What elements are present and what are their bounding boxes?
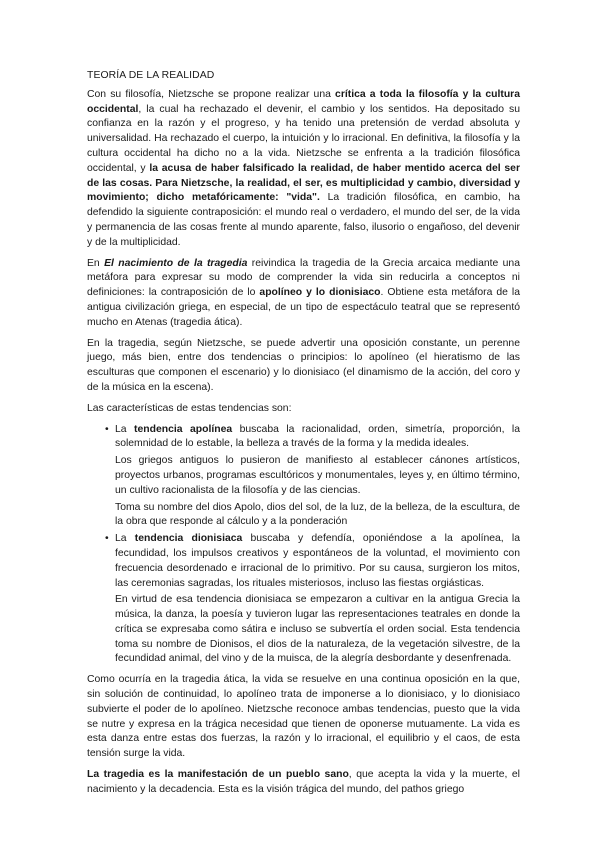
p1-text-c: , la cual ha rechazado el devenir, el cambio y los sentidos. Ha depositado su confianza en la razón y el progreso, y ha tenido una pretensión de verdad absoluta y universalidad. Ha rechazado el cuerpo, la intuición y lo irracional. En definitiva, la filosofía y la cultura occidental ha dicho no a la vida. Nietzsche se enfrenta a la tradición filosófica occidental, y: [87, 103, 520, 174]
paragraph-pueblo-sano: [87, 768, 520, 798]
tendencies-list: [87, 423, 520, 668]
p2-bold-d: apolíneo y lo dionisiaco: [259, 287, 381, 299]
paragraph-filosofia: [87, 88, 520, 251]
apolinea-bold: tendencia apolínea: [134, 423, 233, 435]
p1-bold-b: crítica a toda la filosofía y la cultura occidental: [87, 88, 520, 115]
apolinea-post: buscaba la racionalidad, orden, simetría, proporción, la solemnidad de lo estable, la belleza a través de la forma y la medida ideales.: [115, 423, 520, 450]
section-title: TEORÍA DE LA REALIDAD: [87, 70, 215, 81]
p6-rest: , que acepta la vida y la muerte, el nacimiento y la decadencia. Esta es la visión trágica del mundo, del pathos griego: [87, 769, 520, 795]
apolinea-sub1: Los griegos antiguos lo pusieron de manifiesto al establecer cánones artísticos, proyectos urbanos, programas escultóricos y monumentales, leyes y, en último término, un cultivo racionalista de la filosofía y de las ciencias.: [115, 455, 520, 496]
dionisiaca-pre: La: [115, 533, 135, 545]
p2-text-c: reivindica la tragedia de la Grecia arcaica mediante una metáfora para expresar su modo de comprender la vida sin reducirla a conceptos ni definiciones: la contraposición de lo: [87, 257, 520, 299]
apolinea-pre: La: [115, 423, 135, 435]
list-item-apolinea: [105, 423, 520, 531]
dionisiaca-post: buscaba y defendía, oponiéndose a la apolínea, la fecundidad, los impulsos creativos y espontáneos de la voluntad, el movimiento con frecuencia desordenado e irracional de lo primitivo. Por su causa, surgieron los mitos, las ceremonias sagradas, los rituales misteriosos, incluso las fiestas orgiásticas.: [115, 533, 520, 589]
p1-bold-d: la acusa de haber falsificado la realidad, de haber mentido acerca del ser de las cosas. Para Nietzsche, la realidad, el ser, es multiplicidad y cambio, diversidad y movimiento; dicho metafóricamente: "vida".: [87, 162, 520, 204]
bullet-icon: •: [105, 533, 109, 545]
apolinea-sub2: Toma su nombre del dios Apolo, dios del sol, de la luz, de la belleza, de la escultura, de la obra que responde al cálculo y a la ponderación: [115, 501, 520, 528]
p1-text-a: Con su filosofía, Nietzsche se propone realizar una: [87, 88, 336, 100]
dionisiaca-sub1: En virtud de esa tendencia dionisiaca se empezaron a cultivar en la antigua Grecia la música, la danza, la poesía y tuvieron lugar las representaciones teatrales en donde la crítica se expresaba como sátira e incluso se subvertía el orden social. Esta tendencia toma su nombre de Dionisos, el dios de la naturaleza, de la vegetación silvestre, de la fecundidad animal, del vino y de la muisca, de la alegría desbordante y desenfrenada.: [115, 594, 520, 665]
p2-text-e: . Obtiene esta metáfora de la antigua civilización griega, en especial, de un tipo de espectáculo teatral que se representó mucho en Atenas (tragedia ática).: [87, 287, 520, 328]
bullet-icon: •: [105, 423, 109, 435]
p1-text-e: La tradición filosófica, en cambio, ha defendido la siguiente contraposición: el mundo real o verdadero, el mundo del ser, de la vida y permanencia de las cosas frente al mundo aparente, falso, ilusorio o engañoso, del devenir y de la multiplicidad.: [87, 192, 520, 248]
p6-bold: La tragedia es la manifestación de un pueblo sano: [87, 769, 349, 781]
paragraph-nacimiento: [87, 257, 520, 331]
p2-text-a: En: [87, 257, 105, 269]
p2-book-title: El nacimiento de la tragedia: [104, 257, 248, 269]
paragraph-tragedia: En la tragedia, según Nietzsche, se puede advertir una oposición constante, un perenne juego, más bien, entre dos tendencias o principios: lo apolíneo (el hieratismo de las esculturas que componen el escenario) y lo dionisiaco (el dinamismo de la acción, del coro y de la música en la escena).: [87, 337, 520, 393]
dionisiaca-bold: tendencia dionisiaca: [134, 533, 243, 545]
list-item-dionisiaca: [105, 532, 520, 667]
paragraph-caracteristicas: Las características de estas tendencias son:: [87, 402, 292, 414]
paragraph-tragedia-atica: Como ocurría en la tragedia ática, la vida se resuelve en una continua oposición en la que, sin solución de continuidad, lo apolíneo trata de imponerse a lo dionisiaco, y lo dionisiaco subvierte el poder de lo apolíneo. Nietzsche reconoce ambas tendencias, puesto que la vida se nutre y expresa en la trágica necesidad que tienen de oponerse mutuamente. La vida es esta danza entre estas dos fuerzas, la razón y lo irracional, el equilibrio y el caos, de esta tensión surge la vida.: [87, 674, 520, 760]
